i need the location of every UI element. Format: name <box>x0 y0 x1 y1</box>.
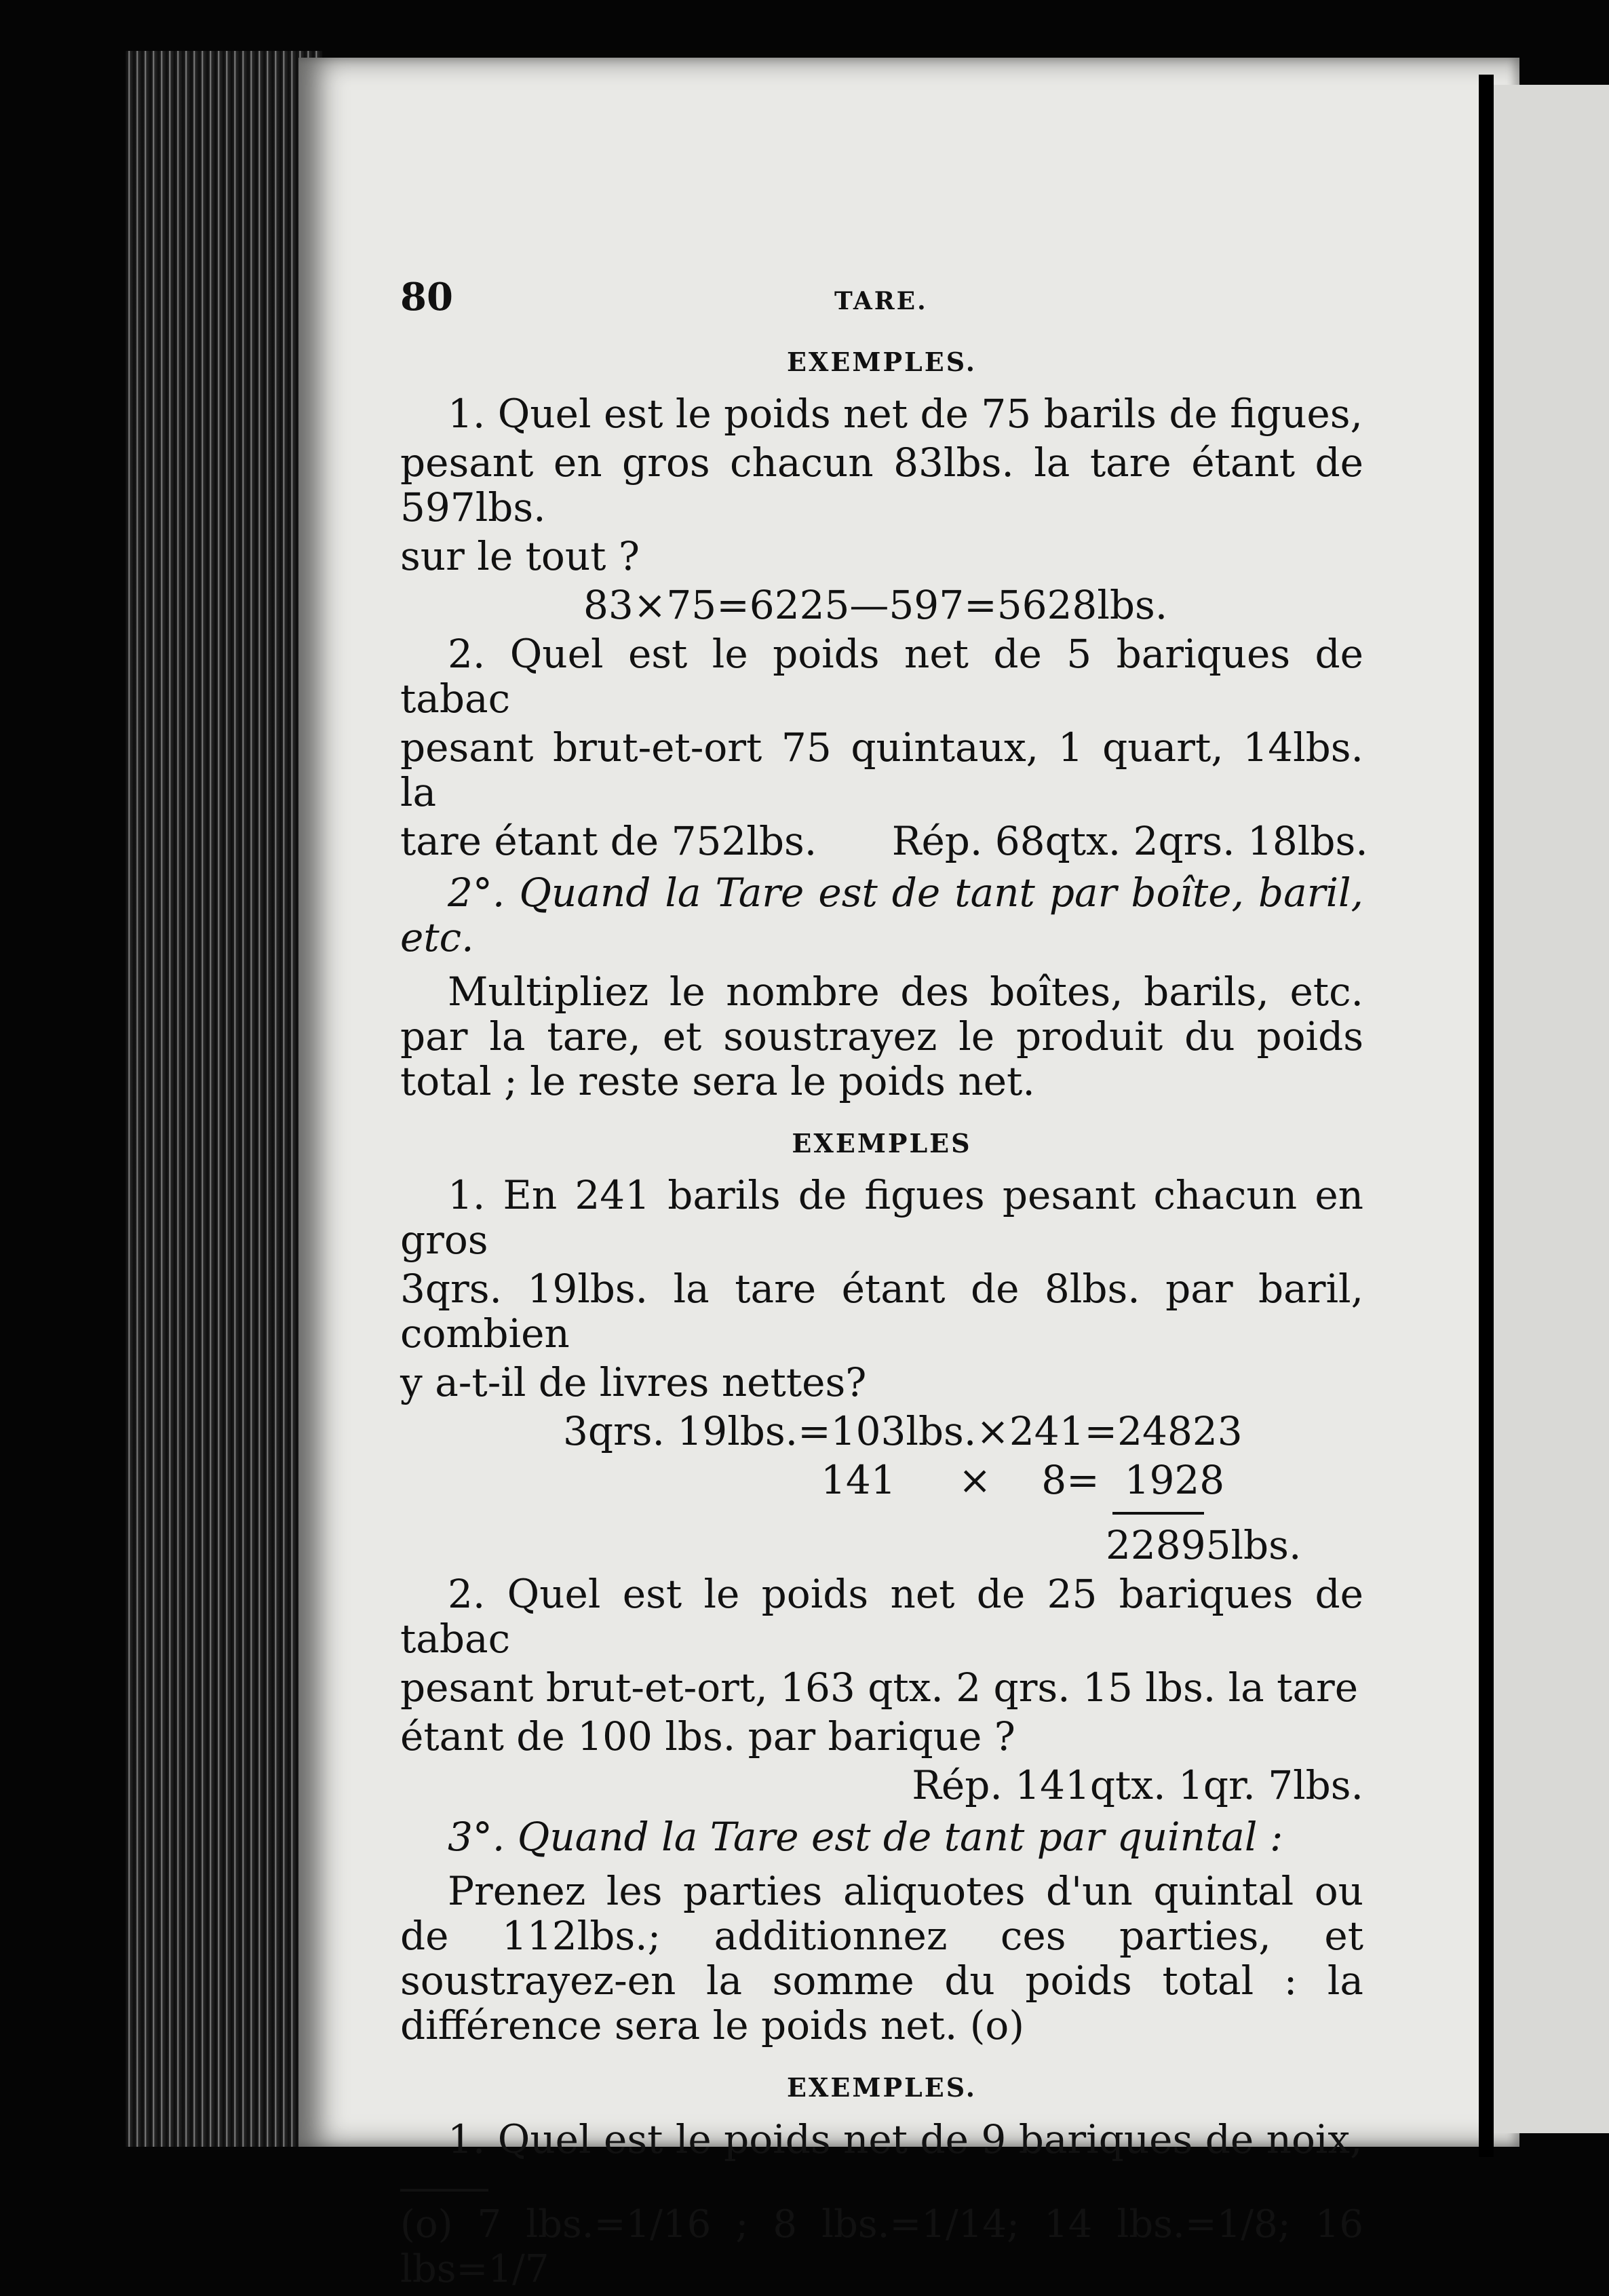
example-2-2-line-1: 2. Quel est le poids net de 25 bariques de tabac <box>400 1571 1363 1662</box>
footnote-rule <box>400 2189 488 2192</box>
examples-heading-3: EXEMPLES. <box>786 2072 977 2103</box>
example-1-2-line-1: 2. Quel est le poids net de 5 bariques de tabac <box>400 631 1363 722</box>
rule-3-text: Prenez les parties aliquotes d'un quintal ou de 112lbs.; additionnez ces parties, et soustrayez-en la somme du poids total : la différence sera le poids net. (o) <box>400 1868 1363 2048</box>
page-number: 80 <box>400 275 453 319</box>
example-2-1-line-3: y a-t-il de livres nettes? <box>400 1359 867 1405</box>
example-2-2-line-2: pesant brut-et-ort, 163 qtx. 2 qrs. 15 lbs. la tare <box>400 1665 1359 1711</box>
facing-page-edge <box>1494 85 1609 2133</box>
example-1-1-line-1: 1. Quel est le poids net de 75 barils de figues, <box>448 391 1363 437</box>
example-2-2-line-3: étant de 100 lbs. par barique ? <box>400 1713 1015 1759</box>
footnote: (o) 7 lbs.=1/16 ; 8 lbs.=1/14; 14 lbs.=1/8; 16 lbs=1/7 <box>400 2202 1363 2291</box>
book-page-stack <box>125 51 322 2147</box>
book-gutter-edge <box>1479 75 1494 2157</box>
example-2-1-calc-line-1: 3qrs. 19lbs.=103lbs.×241=24823 <box>563 1408 1243 1454</box>
rule-2-heading: 2°. Quand la Tare est de tant par boîte, baril, etc. <box>400 870 1363 960</box>
example-2-1-line-1: 1. En 241 barils de figues pesant chacun en gros <box>400 1172 1363 1263</box>
running-title: TARE. <box>834 287 928 315</box>
rule-2-text: Multipliez le nombre des boîtes, barils, etc. par la tare, et soustrayez le produit du poids total ; le reste sera le poids net. <box>400 969 1363 1104</box>
example-2-2-answer: Rép. 141qtx. 1qr. 7lbs. <box>912 1762 1363 1808</box>
examples-heading-2: EXEMPLES <box>792 1128 972 1159</box>
example-2-1-calc-line-2: 141 × 8= 1928 <box>821 1457 1225 1503</box>
example-1-2-line-3: tare étant de 752lbs. Rép. 68qtx. 2qrs. 18lbs. <box>400 818 1368 864</box>
example-1-2-line-2: pesant brut-et-ort 75 quintaux, 1 quart, 14lbs. la <box>400 724 1363 815</box>
example-1-1-line-2: pesant en gros chacun 83lbs. la tare étant de 597lbs. <box>400 440 1363 530</box>
running-head <box>400 275 1363 336</box>
example-2-1-result: 22895lbs. <box>1106 1522 1302 1568</box>
rule-3-heading: 3°. Quand la Tare est de tant par quintal : <box>448 1814 1283 1860</box>
example-2-1-line-2: 3qrs. 19lbs. la tare étant de 8lbs. par baril, combien <box>400 1266 1363 1357</box>
example-3-1-line-1: 1. Quel est le poids net de 9 bariques de noix, <box>448 2116 1363 2162</box>
example-1-1-line-3: sur le tout ? <box>400 533 640 579</box>
examples-heading-1: EXEMPLES. <box>786 347 977 377</box>
page-text <box>400 275 1368 2296</box>
example-1-1-calculation: 83×75=6225—597=5628lbs. <box>583 582 1168 628</box>
sum-rule <box>1112 1512 1204 1515</box>
